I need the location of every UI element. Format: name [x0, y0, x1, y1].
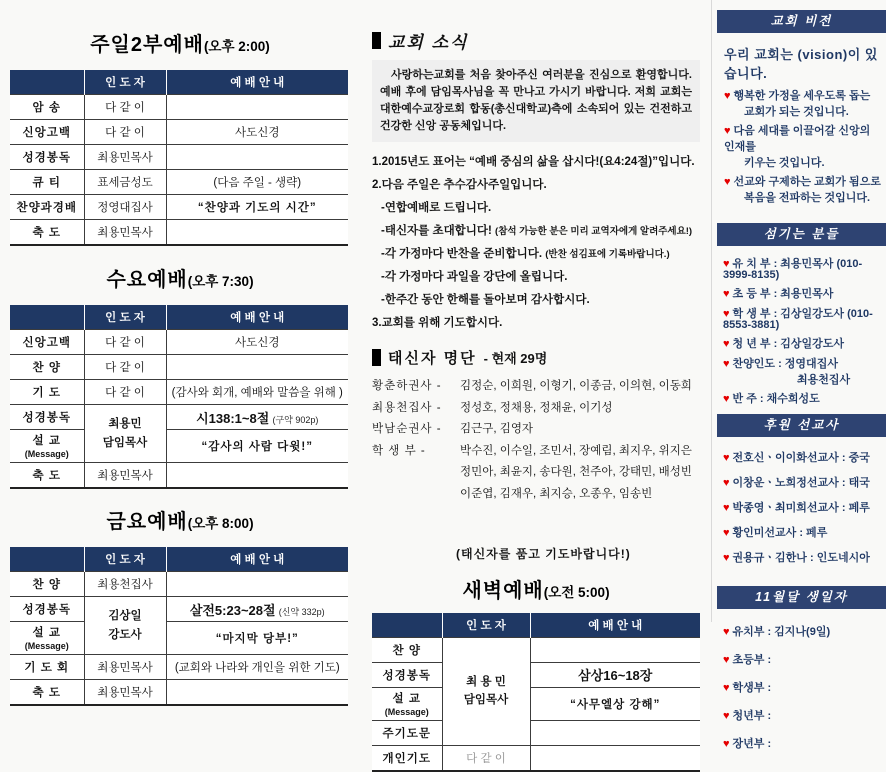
heart-icon: ♥	[723, 502, 730, 515]
info-column-header: 예 배 안 내	[166, 547, 348, 572]
news-item: 3.교회를 위해 기도합시다.	[372, 317, 503, 330]
row-label-cell: 큐 티	[10, 170, 84, 195]
heart-icon: ♥	[723, 626, 730, 639]
leader-cell: 다 같 이	[84, 95, 166, 120]
leader-column-header: 인 도 자	[84, 547, 166, 572]
taesinja-title: 태신자 명단	[388, 350, 477, 368]
scripture-cell	[166, 405, 348, 430]
square-bullet-icon	[372, 32, 381, 49]
wednesday-service-section	[10, 263, 350, 489]
leader-role: 담임목사	[463, 694, 509, 707]
news-items-list	[372, 153, 700, 330]
serving-item: ♥ 초 등 부 : 최용민목사	[723, 288, 834, 301]
service-time: (오전 5:00)	[543, 584, 610, 600]
leader-cell: 다 같 이	[84, 120, 166, 145]
info-cell	[166, 355, 348, 380]
leader-cell: 다 같 이	[84, 380, 166, 405]
merged-leader-cell	[84, 405, 166, 463]
news-item-note: (참석 가능한 분은 미리 교역자에게 알려주세요!)	[495, 226, 693, 238]
page-fold-divider	[711, 0, 712, 622]
leader-cell: 최용민목사	[84, 463, 166, 489]
scripture-cell	[166, 597, 348, 622]
leader-role: 강도사	[108, 628, 142, 641]
info-cell	[166, 572, 348, 597]
message-sublabel: (Message)	[24, 641, 69, 651]
left-column	[10, 28, 350, 706]
row-label-cell: 성경봉독	[372, 662, 442, 687]
news-item: -한주간 동안 한해를 돌아보며 감사합시다.	[381, 294, 590, 307]
leader-cell: 최용천집사	[84, 572, 166, 597]
taesinja-count: - 현재 29명	[483, 351, 548, 367]
service-title	[10, 28, 350, 57]
friday-service-table	[10, 547, 348, 706]
scripture-ref: 시138:1~8절	[196, 410, 270, 426]
leader-column-header: 인 도 자	[84, 70, 166, 95]
missionary-item: ♥ 박종영ㆍ최미희선교사 : 페루	[723, 502, 870, 515]
leader-cell: 최용민목사	[84, 680, 166, 706]
row-label-cell: 암 송	[10, 95, 84, 120]
birthday-item: ♥ 학생부 :	[723, 682, 772, 695]
taesinja-footer-note: (태신자를 품고 기도바랍니다!)	[456, 546, 631, 561]
taesinja-line: 박남순권사 - 김근구, 김영자	[372, 423, 534, 436]
info-cell	[166, 220, 348, 246]
service-title	[10, 263, 350, 292]
message-sublabel: (Message)	[384, 706, 429, 717]
leader-cell: 다 같 이	[84, 330, 166, 355]
blank-header-cell	[10, 305, 84, 330]
row-label-cell: 성경봉독	[10, 597, 84, 622]
heart-icon: ♥	[723, 257, 730, 270]
heart-icon: ♥	[723, 288, 730, 301]
blank-header-cell	[10, 547, 84, 572]
service-time: (오후 8:00)	[187, 516, 254, 531]
info-cell: (교회와 나라와 개인을 위한 기도)	[166, 655, 348, 680]
taesinja-line: 최용천집사 - 정성호, 정채용, 정채윤, 이기성	[372, 401, 613, 414]
row-label-cell: 성경봉독	[10, 145, 84, 170]
info-cell: 사도신경	[166, 120, 348, 145]
info-cell	[166, 145, 348, 170]
heart-icon: ♥	[723, 307, 730, 320]
row-label-cell: 찬 양	[10, 572, 84, 597]
row-label-cell: 축 도	[10, 680, 84, 706]
square-bullet-icon	[372, 349, 381, 366]
leader-name: 김상일	[108, 610, 142, 623]
heart-icon: ♥	[723, 654, 730, 667]
service-title	[10, 505, 350, 534]
welcome-paragraph: 사랑하는교회를 처음 찾아주신 여러분을 진심으로 환영합니다. 예배 후에 담임목사님을 꼭 만나고 가시기 바랍니다. 저희 교회는 대한예수교장로회 합동(총신대학교)측에 소속되어 있는 건전하고 건강한 신앙 공동체입니다.	[372, 60, 700, 142]
info-cell	[166, 95, 348, 120]
heart-icon: ♥	[723, 527, 730, 540]
taesinja-heading	[372, 347, 700, 368]
news-item: 1.2015년도 표어는 “예배 중심의 삶을 삽시다!(요4:24절)”입니다.	[372, 156, 695, 169]
taesinja-line: 정민아, 최윤지, 송다원, 천주아, 강태민, 배성빈	[460, 466, 692, 479]
info-column-header: 예 배 안 내	[166, 70, 348, 95]
row-label-cell: 설 교 (Message)	[10, 622, 84, 655]
vision-heading: 우리 교회는 (vision)이 있습니다.	[724, 47, 878, 81]
right-sidebar	[717, 0, 886, 751]
leader-cell: 다 같 이	[442, 745, 530, 771]
row-label-cell: 신앙고백	[10, 330, 84, 355]
sunday-second-service-section	[10, 28, 350, 246]
heart-icon: ♥	[723, 452, 730, 465]
heart-icon: ♥	[723, 710, 730, 723]
service-title-text: 금요예배	[106, 511, 188, 533]
leader-cell: 최용민목사	[84, 145, 166, 170]
heart-icon: ♥	[723, 477, 730, 490]
leader-name: 최용민	[108, 418, 142, 431]
missionaries-body	[717, 437, 886, 565]
church-news-heading	[372, 28, 700, 53]
scripture-page: (구약 902p)	[272, 414, 319, 425]
scripture-page: (신약 332p)	[278, 606, 325, 617]
scripture-cell	[530, 662, 700, 687]
wednesday-service-table	[10, 305, 348, 489]
middle-column	[372, 28, 700, 772]
info-cell	[530, 720, 700, 745]
heart-icon: ♥	[724, 124, 731, 137]
heart-icon: ♥	[723, 738, 730, 751]
dawn-service-section	[372, 574, 700, 772]
heart-icon: ♥	[723, 393, 730, 406]
taesinja-name-list	[372, 377, 700, 501]
info-cell	[166, 680, 348, 706]
vision-item: ♥ 행복한 가정을 세우도록 돕는 교회가 되는 것입니다.	[724, 90, 871, 118]
vision-section-header: 교회 비전	[717, 10, 886, 33]
merged-leader-cell	[84, 597, 166, 655]
birthday-item: ♥ 초등부 :	[723, 654, 772, 667]
sunday-second-service-table	[10, 70, 348, 246]
vision-item: ♥ 선교와 구제하는 교회가 됨으로 복음을 전파하는 것입니다.	[724, 175, 881, 204]
taesinja-line: 학 생 부 - 박수진, 이수일, 조민서, 장예림, 최지우, 위지은	[372, 444, 692, 457]
row-label-cell: 축 도	[10, 463, 84, 489]
leader-cell: 최용민목사	[84, 655, 166, 680]
leader-column-header: 인 도 자	[84, 305, 166, 330]
row-label-cell: 찬양과경배	[10, 195, 84, 220]
info-cell	[166, 463, 348, 489]
service-title-text: 수요예배	[106, 269, 188, 291]
serving-body	[717, 246, 886, 406]
service-time: (오후 7:30)	[187, 274, 254, 289]
merged-leader-cell	[442, 637, 530, 745]
vision-item: ♥ 다음 세대를 이끌어갈 신앙의 인재를 키우는 것입니다.	[724, 124, 871, 169]
scripture-ref: 삼상16~18장	[578, 668, 653, 684]
missionary-item: ♥ 전호신ㆍ이이화선교사 : 중국	[723, 452, 870, 465]
vision-body	[717, 33, 886, 207]
info-cell	[530, 637, 700, 662]
leader-role: 담임목사	[102, 436, 148, 449]
taesinja-line: 황춘하권사 - 김정순, 이희원, 이형기, 이종금, 이의현, 이동희	[372, 380, 692, 393]
friday-service-section	[10, 505, 350, 706]
service-title-text: 새벽예배	[462, 579, 544, 602]
heart-icon: ♥	[724, 90, 731, 102]
sermon-title-cell: “감사의 사람 다윗!”	[166, 430, 348, 463]
row-label-cell: 설 교 (Message)	[372, 687, 442, 720]
birthdays-section-header: 11월달 생일자	[717, 586, 886, 609]
news-item: -각 가정마다 과일을 강단에 올립니다.	[381, 271, 568, 284]
missionary-item: ♥ 이창운ㆍ노희정선교사 : 태국	[723, 477, 870, 490]
serving-item: ♥ 찬양인도 : 정영대집사	[723, 357, 838, 370]
leader-cell: 다 같 이	[84, 355, 166, 380]
serving-item: ♥ 유 치 부 : 최용민목사 (010-3999-8135)	[723, 257, 863, 281]
service-time: (오후 2:00)	[203, 39, 270, 54]
heart-icon: ♥	[723, 357, 730, 370]
birthdays-body	[717, 609, 886, 751]
dawn-service-table	[372, 613, 700, 772]
sermon-title-cell: “찬양과 기도의 시간”	[166, 195, 348, 220]
missionaries-section-header: 후원 선교사	[717, 414, 886, 437]
blank-header-cell	[10, 70, 84, 95]
leader-column-header: 인 도 자	[442, 613, 530, 638]
news-item: 2.다음 주일은 추수감사주일입니다.	[372, 179, 547, 192]
row-label-cell: 주기도문	[372, 720, 442, 745]
serving-item: ♥ 청 년 부 : 김상일강도사	[723, 338, 845, 351]
heart-icon: ♥	[723, 552, 730, 565]
info-column-header: 예 배 안 내	[530, 613, 700, 638]
missionary-item: ♥ 권용규ㆍ김한나 : 인도네시아	[723, 552, 870, 565]
leader-cell: 정영대집사	[84, 195, 166, 220]
row-label-cell: 개인기도	[372, 745, 442, 771]
serving-item: ♥ 반 주 : 채수희성도	[723, 393, 820, 406]
serving-section-header: 섬기는 분들	[717, 223, 886, 246]
missionary-item: ♥ 황인미선교사 : 페루	[723, 527, 828, 540]
info-column-header: 예 배 안 내	[166, 305, 348, 330]
leader-name: 최 용 민	[466, 675, 506, 688]
info-cell: (다음 주일 - 생략)	[166, 170, 348, 195]
leader-cell: 표세금성도	[84, 170, 166, 195]
birthday-item: ♥ 유치부 : 김지나(9일)	[723, 626, 831, 639]
birthday-item: ♥ 장년부 :	[723, 738, 772, 751]
birthday-item: ♥ 청년부 :	[723, 710, 772, 723]
info-cell: 사도신경	[166, 330, 348, 355]
news-item: -각 가정마다 반찬을 준비합니다. (반찬 섬김표에 기록바랍니다.)	[381, 248, 670, 261]
info-cell	[530, 745, 700, 771]
row-label-cell: 축 도	[10, 220, 84, 246]
row-label-cell: 신앙고백	[10, 120, 84, 145]
info-cell: (감사와 회개, 예배와 말씀을 위해 )	[166, 380, 348, 405]
service-title	[372, 574, 700, 603]
news-item-note: (반찬 섬김표에 기록바랍니다.)	[545, 249, 670, 261]
serving-item-second-line: 최용천집사	[797, 374, 851, 387]
news-item: -태신자를 초대합니다! (참석 가능한 분은 미리 교역자에게 알려주세요!)	[381, 225, 693, 238]
taesinja-line: 이준엽, 김재우, 최지승, 오종우, 임송빈	[460, 487, 653, 500]
row-label-cell: 설 교 (Message)	[10, 430, 84, 463]
row-label-cell: 찬 양	[10, 355, 84, 380]
leader-cell: 최용민목사	[84, 220, 166, 246]
heart-icon: ♥	[724, 175, 731, 188]
sermon-title-cell: “사무엘상 강해”	[530, 687, 700, 720]
scripture-ref: 살전5:23~28절	[189, 602, 276, 618]
heart-icon: ♥	[723, 338, 730, 351]
row-label-cell: 찬 양	[372, 637, 442, 662]
row-label-cell: 성경봉독	[10, 405, 84, 430]
service-title-text: 주일2부예배	[90, 34, 204, 56]
row-label-cell: 기 도 회	[10, 655, 84, 680]
serving-item: ♥ 학 생 부 : 김상일강도사 (010-8553-3881)	[723, 307, 873, 331]
blank-header-cell	[372, 613, 442, 638]
heart-icon: ♥	[723, 682, 730, 695]
news-item: -연합예배로 드립니다.	[381, 202, 492, 215]
church-news-title: 교회 소식	[388, 33, 469, 52]
sermon-title-cell: “마지막 당부!”	[166, 622, 348, 655]
message-sublabel: (Message)	[24, 449, 69, 459]
row-label-cell: 기 도	[10, 380, 84, 405]
